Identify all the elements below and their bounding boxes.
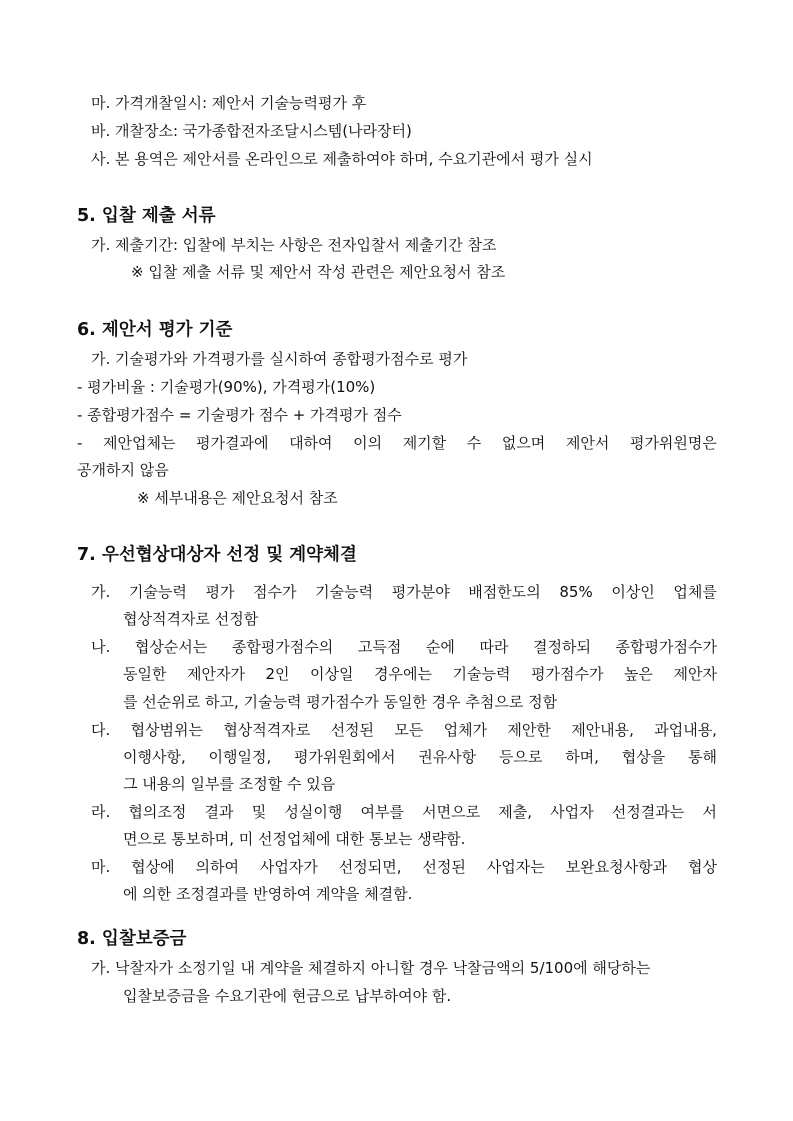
s6-dash-total-score: - 종합평가점수 = 기술평가 점수 + 가격평가 점수 xyxy=(77,406,402,424)
word: 사업자는 xyxy=(486,858,545,876)
s7-item-ma-line1 xyxy=(91,857,717,877)
s7-item-da-line3: 그 내용의 일부를 조정할 수 있음 xyxy=(123,775,336,793)
word: 모든 xyxy=(394,721,424,739)
word: 기술능력 xyxy=(128,583,187,601)
s6-dash-ratio: - 평가비율 : 기술평가(90%), 가격평가(10%) xyxy=(77,378,376,396)
s6-item-ga: 가. 기술평가와 가격평가를 실시하여 종합평가점수로 평가 xyxy=(91,350,468,368)
word: 제안한 xyxy=(507,721,551,739)
word: 수 xyxy=(466,434,482,452)
word: 제기할 xyxy=(402,434,447,452)
word: 하며, xyxy=(565,748,599,766)
item-ba-opening-place: 바. 개찰장소: 국가종합전자조달시스템(나라장터) xyxy=(91,122,412,140)
word: 협상 xyxy=(687,858,717,876)
word: 의하여 xyxy=(195,858,240,876)
word: 이상인 xyxy=(611,583,655,601)
word: 결정하되 xyxy=(532,638,591,656)
s7-item-na-line3: 를 선순위로 하고, 기술능력 평가점수가 동일한 경우 추첨으로 정함 xyxy=(123,693,558,711)
word: 결과 xyxy=(204,803,234,821)
word: 선정결과는 xyxy=(611,803,685,821)
word: 라. xyxy=(91,803,111,821)
word: 보완요청사항과 xyxy=(565,858,668,876)
word: 기술능력 xyxy=(452,665,511,683)
s7-item-na-line2 xyxy=(123,664,717,684)
word: 다. xyxy=(91,721,111,739)
s6-note: ※ 세부내용은 제안요청서 참조 xyxy=(137,489,338,507)
word: 평가결과에 xyxy=(196,434,269,452)
word: 대하여 xyxy=(289,434,333,452)
s7-item-da-line1 xyxy=(91,720,717,740)
s7-item-ma-line2: 에 의한 조정결과를 반영하여 계약을 체결함. xyxy=(123,885,413,903)
s7-item-na-line1 xyxy=(91,637,717,657)
word: 평가분야 xyxy=(391,583,450,601)
word: 선정된 xyxy=(330,721,375,739)
word: 가. xyxy=(91,583,111,601)
word: 기술능력 xyxy=(315,583,374,601)
s8-item-ga-line1: 가. 낙찰자가 소정기일 내 계약을 체결하지 아니할 경우 낙찰금액의 5/100에 해당하는 xyxy=(91,959,651,977)
word: 사업자 xyxy=(550,803,594,821)
word: 동일한 xyxy=(123,665,167,683)
word: 및 xyxy=(251,803,267,821)
word: 평가 xyxy=(205,583,235,601)
word: 협상적격자로 xyxy=(223,721,311,739)
s7-item-ga-line2: 협상적격자로 선정함 xyxy=(123,610,259,628)
s7-item-ra-line2: 면으로 통보하며, 미 선정업체에 대한 통보는 생략함. xyxy=(123,830,466,848)
word: 마. xyxy=(91,858,111,876)
word: 통해 xyxy=(687,748,717,766)
word: 나. xyxy=(91,638,111,656)
section-6-heading: 6. 제안서 평가 기준 xyxy=(77,320,233,340)
word: 서면으로 xyxy=(422,803,481,821)
word: 종합평가점수의 xyxy=(231,638,334,656)
word: 평가위원명은 xyxy=(629,434,717,452)
word: 종합평가점수가 xyxy=(615,638,717,656)
word: 제안자가 xyxy=(187,665,245,683)
word: 제안서 xyxy=(565,434,610,452)
word: 이행사항, xyxy=(123,748,186,766)
word: 업체가 xyxy=(443,721,488,739)
word: 권유사항 xyxy=(418,748,477,766)
word: 과업내용, xyxy=(654,721,717,739)
word: 제안자 xyxy=(673,665,717,683)
word: 이상일 xyxy=(310,665,354,683)
word: 이행일정, xyxy=(208,748,272,766)
s8-item-ga-line2: 입찰보증금을 수요기관에 현금으로 납부하여야 함. xyxy=(123,987,452,1005)
word: 업체를 xyxy=(673,583,717,601)
word: 평가점수가 xyxy=(531,665,604,683)
word: 협상순서는 xyxy=(134,638,208,656)
word: 순에 xyxy=(425,638,455,656)
word: 제안업체는 xyxy=(103,434,176,452)
word: 이의 xyxy=(353,434,383,452)
s7-item-ga-line1 xyxy=(91,582,717,602)
section-8-heading: 8. 입찰보증금 xyxy=(77,929,187,949)
word: 서 xyxy=(702,803,717,821)
word: 2인 xyxy=(265,665,290,683)
word: - xyxy=(77,434,83,452)
word: 따라 xyxy=(479,638,509,656)
word: 선정된 xyxy=(422,858,466,876)
word: 점수가 xyxy=(253,583,297,601)
word: 선정되면, xyxy=(338,858,402,876)
word: 사업자가 xyxy=(259,858,318,876)
word: 제출, xyxy=(498,803,532,821)
word: 성실이행 xyxy=(284,803,343,821)
s6-dash-no-objection xyxy=(77,433,717,453)
word: 협상을 xyxy=(621,748,666,766)
s7-item-ra-line1 xyxy=(91,802,717,822)
word: 협의조정 xyxy=(128,803,187,821)
word: 여부를 xyxy=(360,803,404,821)
word: 협상에 xyxy=(131,858,175,876)
section-5-heading: 5. 입찰 제출 서류 xyxy=(77,206,216,226)
word: 평가위원회에서 xyxy=(294,748,396,766)
s5-item-ga: 가. 제출기간: 입찰에 부치는 사항은 전자입찰서 제출기간 참조 xyxy=(91,236,497,254)
word: 제안내용, xyxy=(571,721,634,739)
item-ma-price-opening: 마. 가격개찰일시: 제안서 기술능력평가 후 xyxy=(91,94,367,112)
word: 협상범위는 xyxy=(130,721,204,739)
word: 경우에는 xyxy=(374,665,433,683)
word: 고득점 xyxy=(357,638,402,656)
word: 등으로 xyxy=(498,748,543,766)
word: 85% xyxy=(559,583,593,601)
s7-item-da-line2 xyxy=(123,747,717,767)
word: 높은 xyxy=(623,665,653,683)
s6-dash-no-objection-cont: 공개하지 않음 xyxy=(77,461,169,479)
word: 없으며 xyxy=(501,434,546,452)
item-sa-online-submission: 사. 본 용역은 제안서를 온라인으로 제출하여야 하며, 수요기관에서 평가 실시 xyxy=(91,150,593,168)
word: 배점한도의 xyxy=(468,583,541,601)
section-7-heading: 7. 우선협상대상자 선정 및 계약체결 xyxy=(77,545,357,565)
s5-note: ※ 입찰 제출 서류 및 제안서 작성 관련은 제안요청서 참조 xyxy=(131,263,506,281)
